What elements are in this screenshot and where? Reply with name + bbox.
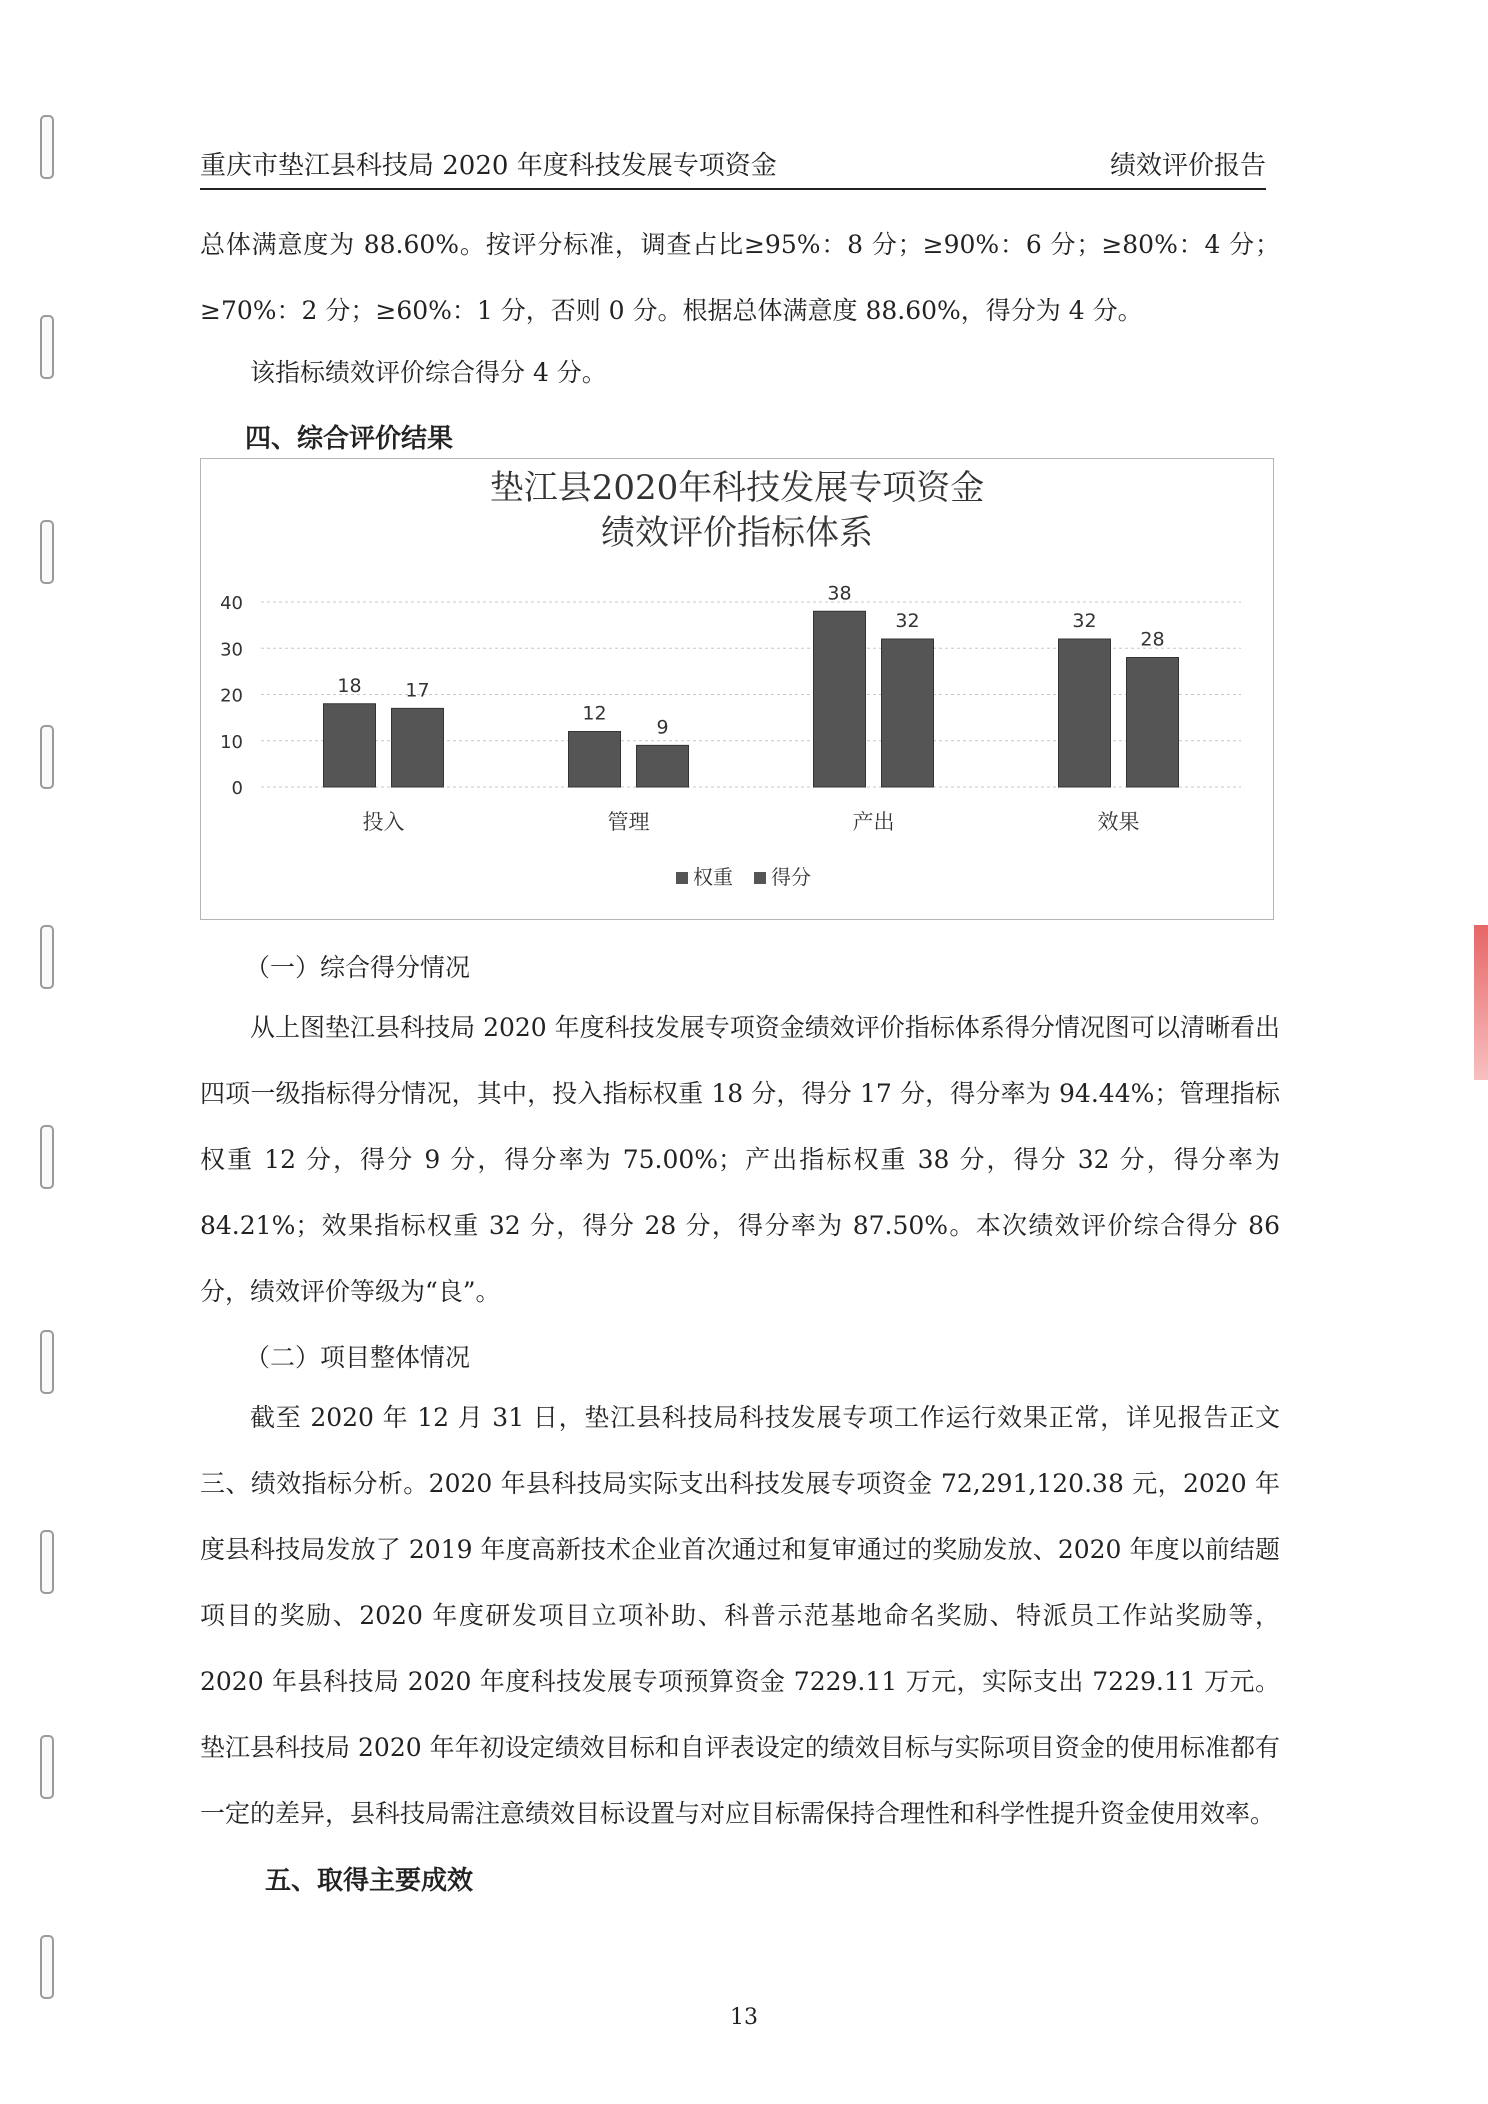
x-category-label: 管理: [607, 810, 650, 834]
y-tick-label: 10: [220, 731, 243, 753]
y-axis-ticks: [220, 593, 243, 799]
binder-hole: [40, 1530, 54, 1594]
binder-hole: [40, 115, 54, 179]
paragraph-score-summary: 从上图垫江县科技局 2020 年度科技发展专项资金绩效评价指标体系得分情况图可以清晰看出四项一级指标得分情况，其中，投入指标权重 18 分，得分 17 分，得分率为 94.44%；管理指标权重 12 分，得分 9 分，得分率为 75.00%；产出指标权重 38 分，得分 32 分，得分率为 84.21%；效果指标权重 32 分，得分 28 分，得分率为 87.50%。本次绩效评价综合得分 86 分，绩效评价等级为“良”。: [200, 1013, 1280, 1306]
legend-swatch-weight: [676, 872, 688, 884]
bar-value-label: 12: [582, 702, 607, 725]
header-title: 重庆市垫江县科技局 2020 年度科技发展专项资金: [200, 151, 777, 181]
chart-title-line2: 绩效评价指标体系: [601, 513, 873, 553]
x-axis-labels: [363, 810, 1140, 834]
bar-value-label: 32: [895, 610, 920, 632]
binder-hole: [40, 520, 54, 584]
x-category-label: 产出: [852, 810, 895, 834]
bar-得分: [637, 745, 689, 787]
bar-value-label: 17: [405, 679, 430, 702]
binder-hole: [40, 725, 54, 789]
bar-value-label: 9: [656, 716, 669, 739]
x-category-label: 投入: [362, 810, 405, 834]
binder-hole: [40, 1935, 54, 1999]
bar-value-label: 18: [337, 674, 362, 697]
chart-title-line1: 垫江县2020年科技发展专项资金: [489, 468, 985, 508]
page-number: 13: [730, 2005, 758, 2030]
paragraph-satisfaction: 总体满意度为 88.60%。按评分标准，调查占比≥95%：8 分；≥90%：6 分；≥80%：4 分；≥70%：2 分；≥60%：1 分，否则 0 分。根据总体满意度 88.60%，得分为 4 分。: [200, 230, 1280, 325]
header-report-type: 绩效评价报告: [1109, 151, 1266, 181]
section-heading-5: 五、取得主要成效: [265, 1866, 474, 1896]
binder-hole: [40, 1125, 54, 1189]
paragraph-indicator-score: 该指标绩效评价综合得分 4 分。: [250, 358, 607, 387]
binder-hole: [40, 1330, 54, 1394]
legend-swatch-score: [754, 872, 766, 884]
binder-hole: [40, 925, 54, 989]
bar-value-label: 28: [1140, 628, 1165, 651]
bar-得分: [1127, 658, 1179, 788]
bar-value-label: 32: [1072, 610, 1097, 632]
binder-hole: [40, 315, 54, 379]
bar-得分: [392, 708, 444, 787]
bar-得分: [882, 639, 934, 787]
y-tick-label: 40: [220, 593, 243, 614]
legend-label-score: 得分: [771, 865, 811, 889]
chart-bars: [324, 582, 1179, 787]
legend-label-weight: 权重: [693, 865, 733, 889]
chart-canvas: [201, 459, 1273, 919]
binder-hole: [40, 1735, 54, 1799]
subheading-project-overview: （二）项目整体情况: [245, 1343, 471, 1372]
y-tick-label: 30: [220, 639, 243, 661]
bar-chart: [200, 458, 1274, 920]
bar-权重: [324, 704, 376, 787]
seal-stamp-edge: [1474, 925, 1488, 1080]
y-tick-label: 20: [220, 685, 243, 707]
x-category-label: 效果: [1097, 810, 1140, 834]
page-header: [200, 140, 1266, 190]
paragraph-project-overview: 截至 2020 年 12 月 31 日，垫江县科技局科技发展专项工作运行效果正常，详见报告正文三、绩效指标分析。2020 年县科技局实际支出科技发展专项资金 72,291,120.38 元，2020 年度县科技局发放了 2019 年度高新技术企业首次通过和复审通过的奖励发放、2020 年度以前结题项目的奖励、2020 年度研发项目立项补助、科普示范基地命名奖励、特派员工作站奖励等，2020 年县科技局 2020 年度科技发展专项预算资金 7229.11 万元，实际支出 7229.11 万元。垫江县科技局 2020 年年初设定绩效目标和自评表设定的绩效目标与实际项目资金的使用标准都有一定的差异，县科技局需注意绩效目标设置与对应目标需保持合理性和科学性提升资金使用效率。: [200, 1403, 1280, 1828]
y-tick-label: 0: [231, 778, 243, 799]
section-heading-4: 四、综合评价结果: [245, 424, 454, 454]
bar-权重: [814, 611, 866, 787]
bar-权重: [1059, 639, 1111, 787]
subheading-overall-score: （一）综合得分情况: [245, 953, 471, 982]
bar-权重: [569, 732, 621, 788]
chart-legend: [676, 865, 811, 889]
bar-value-label: 38: [827, 582, 852, 605]
